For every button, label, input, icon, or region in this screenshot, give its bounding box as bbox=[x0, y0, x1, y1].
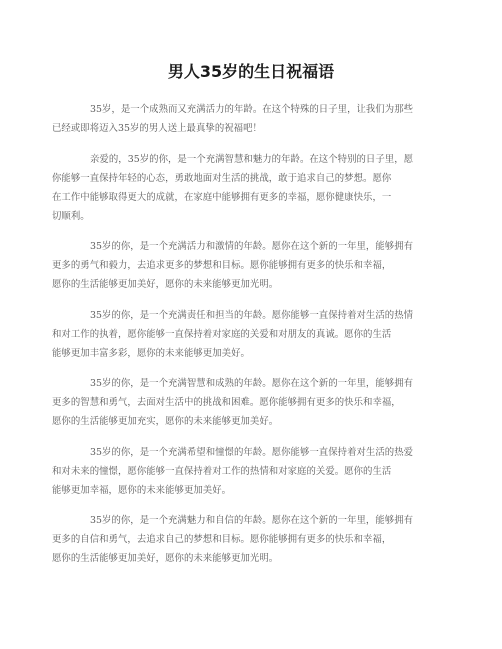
paragraph-4 bbox=[52, 306, 437, 363]
paragraph-1 bbox=[52, 100, 437, 138]
paragraph-line: 能够更加幸福，愿你的未来能够更加美好。 bbox=[52, 484, 232, 496]
paragraph-line: 更多的勇气和毅力，去追求更多的梦想和目标。愿你能够拥有更多的快乐和幸福， bbox=[52, 260, 392, 271]
paragraph-line: 切顺利。 bbox=[52, 210, 90, 222]
paragraph-line: 在工作中能够取得更大的成就，在家庭中能够拥有更多的幸福，愿你健康快乐，一 bbox=[52, 191, 392, 203]
paragraph-line: 和对未来的憧憬，愿你能够一直保持着对工作的热情和对家庭的关爱。愿你的生活 bbox=[52, 465, 392, 477]
paragraph-line: 你能够一直保持年轻的心态，勇敢地面对生活的挑战，敢于追求自己的梦想。愿你 bbox=[52, 172, 392, 184]
paragraph-line: 已经或即将迈入35岁的男人送上最真挚的祝福吧！ bbox=[52, 123, 262, 134]
paragraph-line: 35岁，是一个成熟而又充满活力的年龄。在这个特殊的日子里，让我们为那些 bbox=[90, 104, 414, 115]
paragraph-line: 35岁的你，是一个充满智慧和成熟的年龄。愿你在这个新的一年里，能够拥有 bbox=[90, 378, 414, 389]
paragraph-2 bbox=[52, 150, 437, 226]
document-body bbox=[52, 100, 437, 580]
paragraph-line: 愿你的生活能够更加美好，愿你的未来能够更加光明。 bbox=[52, 553, 279, 564]
paragraph-7 bbox=[52, 511, 437, 568]
paragraph-line: 更多的智慧和勇气，去面对生活中的挑战和困难。愿你能够拥有更多的快乐和幸福， bbox=[52, 397, 401, 408]
paragraph-line: 愿你的生活能够更加充实，愿你的未来能够更加美好。 bbox=[52, 416, 279, 427]
paragraph-line: 35岁的你，是一个充满魅力和自信的年龄。愿你在这个新的一年里，能够拥有 bbox=[90, 515, 414, 526]
paragraph-line: 更多的自信和勇气，去追求自己的梦想和目标。愿你能够拥有更多的快乐和幸福， bbox=[52, 534, 392, 545]
paragraph-line: 35岁的你，是一个充满活力和激情的年龄。愿你在这个新的一年里，能够拥有 bbox=[90, 241, 414, 252]
paragraph-3 bbox=[52, 237, 437, 294]
paragraph-line: 和对工作的执着，愿你能够一直保持着对家庭的关爱和对朋友的真诚。愿你的生活 bbox=[52, 328, 392, 340]
paragraph-line: 亲爱的，35岁的你，是一个充满智慧和魅力的年龄。在这个特别的日子里，愿 bbox=[90, 153, 414, 165]
document-title: 男人35岁的生日祝福语 bbox=[167, 62, 335, 81]
paragraph-line: 愿你的生活能够更加美好，愿你的未来能够更加光明。 bbox=[52, 279, 279, 290]
paragraph-line: 能够更加丰富多彩，愿你的未来能够更加美好。 bbox=[52, 347, 250, 359]
paragraph-6 bbox=[52, 443, 437, 500]
paragraph-5 bbox=[52, 374, 437, 431]
paragraph-line: 35岁的你，是一个充满责任和担当的年龄。愿你能够一直保持着对生活的热情 bbox=[90, 309, 414, 321]
paragraph-line: 35岁的你，是一个充满希望和憧憬的年龄。愿你能够一直保持着对生活的热爱 bbox=[90, 446, 414, 458]
